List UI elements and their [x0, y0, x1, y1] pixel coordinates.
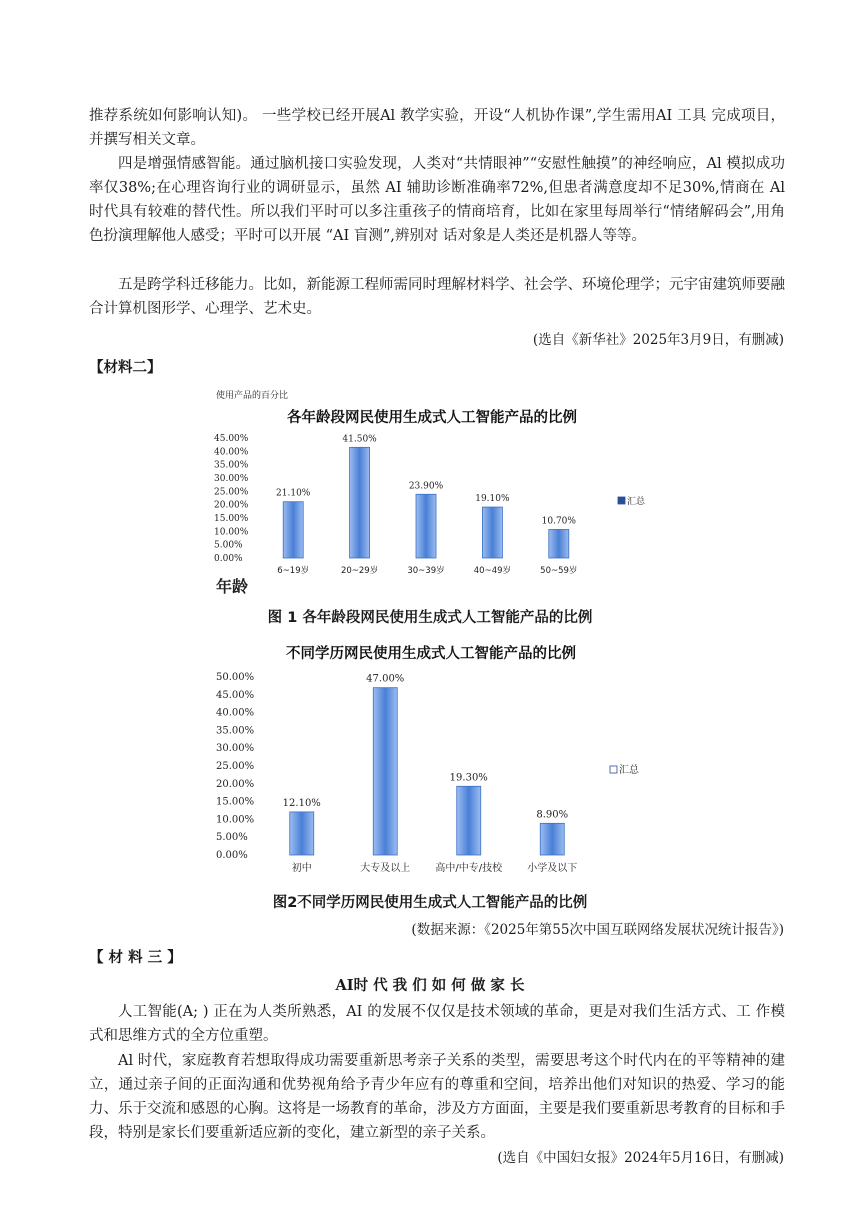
chart-title: 不同学历网民使用生成式人工智能产品的比例	[286, 646, 576, 662]
legend-label: 汇总	[627, 497, 646, 507]
figure1-caption: 图 1 各年龄段网民使用生成式人工智能产品的比例	[267, 610, 593, 626]
material3-source: (选自《中国妇女报》2024年5月16日，有删减)	[497, 1150, 784, 1166]
x-tick-label: 40~49岁	[473, 566, 512, 576]
data-label: 8.90%	[536, 809, 569, 821]
material2-source: (数据来源：《2025年第55次中国互联网络发展状况统计报告》)	[411, 922, 784, 938]
bar	[540, 823, 564, 855]
y-tick-label: 5.00%	[214, 540, 243, 551]
chart-age-svg	[210, 378, 653, 600]
y-tick-label: 0.00%	[214, 554, 243, 564]
x-axis-label: 年龄	[216, 577, 249, 596]
bar	[290, 812, 314, 855]
material1-paragraph-3: 五是跨学科迁移能力。比如，新能源工程师需同时理解材料学、社会学、环境伦理学；元宇宙建筑师要融合计算机图形学、心理学、艺术史。	[89, 277, 785, 317]
y-tick-label: 30.00%	[214, 474, 249, 484]
material1-paragraph-2: 四是增强情感智能。通过脑机接口实验发现，人类对“共情眼神”“安慰性触摸”的神经响应，Al 模拟成功率仅38%;在心理咨询行业的调研显示，虽然 AI 辅助诊断准确率72%,但患者满意度却不足30%,情商在 Al 时代具有较难的替代性。所以我们平时可以多注重孩子的情商培育，比如在家里每周举行“情绪解码会”,用角色扮演理解他人感受；平时可以开展 “AI 盲测”,辨别对 话对象是人类还是机器人等等。	[89, 156, 785, 244]
material3-paragraph-2: Al 时代，家庭教育若想取得成功需要重新思考亲子关系的类型，需要思考这个时代内在的平等精神的建立，通过亲子间的正面沟通和优势视角给予青少年应有的尊重和空间，培养出他们对知识的热爱、学习的能力、乐于交流和感恩的心胸。这将是一场教育的革命，涉及方方面面，主要是我们要重新思考教育的目标和手段，特别是家长们要重新适应新的变化，建立新型的亲子关系。	[89, 1053, 785, 1141]
data-label: 19.10%	[475, 494, 510, 505]
y-tick-label: 10.00%	[216, 814, 255, 826]
y-tick-label: 15.00%	[214, 514, 249, 524]
x-tick-label: 20~29岁	[340, 566, 379, 576]
data-label: 10.70%	[541, 516, 576, 527]
material3-paragraph-1: 人工智能(A; ) 正在为人类所熟悉，AI 的发展不仅仅是技术领域的革命，更是对我们生活方式、工 作模式和思维方式的全方位重塑。	[89, 1004, 785, 1044]
y-tick-label: 20.00%	[214, 500, 249, 511]
x-tick-label: 高中/中专/技校	[435, 863, 503, 874]
bar	[416, 494, 436, 558]
y-tick-label: 40.00%	[216, 707, 255, 719]
bar	[482, 507, 502, 558]
x-tick-label: 小学及以下	[527, 863, 578, 874]
y-tick-label: 40.00%	[214, 447, 249, 458]
x-tick-label: 初中	[291, 863, 312, 874]
y-tick-label: 15.00%	[216, 796, 255, 808]
y-tick-label: 45.00%	[214, 434, 249, 444]
y-tick-label: 20.00%	[216, 778, 255, 790]
y-tick-label: 25.00%	[214, 487, 249, 498]
legend-swatch	[610, 766, 617, 773]
legend-swatch	[618, 497, 625, 504]
chart-education	[212, 631, 650, 883]
y-tick-label: 35.00%	[214, 460, 249, 471]
x-tick-label: 30~39岁	[407, 566, 445, 576]
bar	[457, 786, 481, 855]
bar	[549, 529, 569, 558]
chart-education-svg	[212, 631, 650, 883]
y-tick-label: 45.00%	[216, 689, 255, 701]
y-tick-label: 50.00%	[216, 672, 255, 683]
bar	[373, 688, 397, 855]
material3-heading: 【 材 料 三 】	[89, 950, 182, 966]
data-label: 41.50%	[342, 434, 377, 445]
chart-title: 各年龄段网民使用生成式人工智能产品的比例	[287, 410, 577, 426]
material1-paragraph-1: 推荐系统如何影响认知)。 一些学校已经开展Al 教学实验，开设“人机协作课”,学生需用AI 工具 完成项目，并撰写相关文章。	[89, 108, 785, 148]
y-axis-label: 使用产品的百分比	[216, 391, 289, 401]
data-label: 47.00%	[366, 673, 405, 685]
y-tick-label: 0.00%	[216, 850, 248, 861]
material2-heading: 【材料二】	[89, 360, 162, 376]
y-tick-label: 25.00%	[216, 761, 255, 772]
chart-age	[210, 378, 653, 600]
bar	[350, 447, 370, 558]
y-tick-label: 5.00%	[216, 832, 248, 844]
legend-label: 汇总	[619, 765, 639, 776]
data-label: 12.10%	[282, 797, 321, 809]
bar	[283, 502, 303, 558]
figure2-caption: 图2不同学历网民使用生成式人工智能产品的比例	[272, 895, 588, 911]
x-tick-label: 50~59岁	[540, 566, 578, 576]
x-tick-label: 大专及以上	[360, 863, 411, 874]
data-label: 21.10%	[276, 488, 311, 499]
y-tick-label: 10.00%	[214, 527, 249, 538]
data-label: 19.30%	[449, 772, 488, 784]
y-tick-label: 30.00%	[216, 743, 255, 755]
material3-title: AI时 代 我 们 如 何 做 家 长	[335, 977, 525, 994]
x-tick-label: 6~19岁	[277, 566, 310, 576]
data-label: 23.90%	[408, 481, 444, 492]
material1-source: (选自《新华社》2025年3月9日，有删减)	[532, 332, 784, 348]
y-tick-label: 35.00%	[216, 725, 255, 737]
